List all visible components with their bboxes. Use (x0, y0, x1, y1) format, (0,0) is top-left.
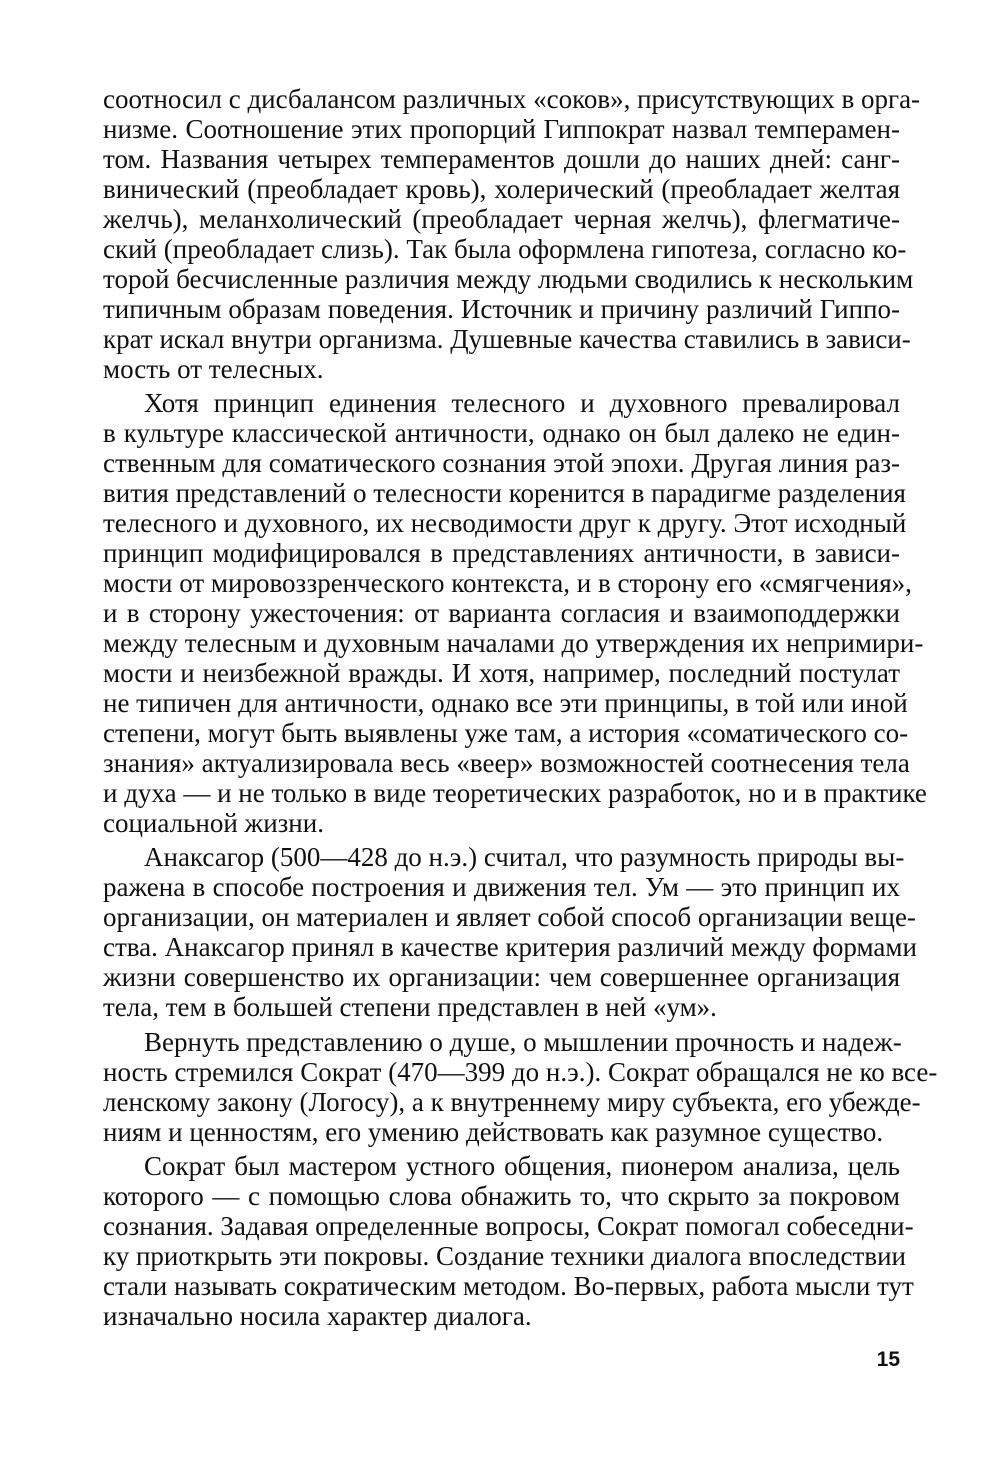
text-line: тела, тем в большей степени представлен в ней «ум». (103, 992, 717, 1023)
text-line: и духа — и не только в виде теоретических разработок, но и в практике (103, 778, 927, 809)
text-line: мости от мировоззренческого контекста, и в сторону его «смягчения», (103, 568, 912, 599)
text-line: мость от телесных. (103, 354, 324, 384)
text-line: ниям и ценностям, его умению действовать как разумное существо. (103, 1116, 884, 1147)
text-line: мости и неизбежной вражды. И хотя, например, последний постулат (103, 658, 900, 689)
text-line: принцип модифицировался в представлениях античности, в зависи- (103, 538, 900, 569)
text-line: и в сторону ужесточения: от варианта согласия и взаимоподдержки (103, 598, 900, 629)
text-line: ность стремился Сократ (470—399 до н.э.). Сократ обращался не ко все- (103, 1056, 938, 1087)
text-line: между телесным и духовным началами до утверждения их непримири- (103, 628, 924, 659)
paragraph (103, 1026, 938, 1147)
text-line: ражена в способе построения и движения тел. Ум — это принцип их (103, 872, 900, 903)
text-line: типичным образам поведения. Источник и причину различий Гиппо- (103, 294, 900, 324)
text-line: ленскому закону (Логосу), а к внутреннему миру субъекта, его убежде- (103, 1086, 921, 1117)
text-line: жизни совершенство их организации: чем совершеннее организация (103, 962, 900, 993)
text-line: не типичен для античности, однако все эти принципы, в той или иной (103, 688, 908, 719)
text-line: ский (преобладает слизь). Так была оформлена гипотеза, согласно ко- (103, 234, 907, 264)
text-line: Анаксагор (500—428 до н.э.) считал, что разумность природы вы- (144, 842, 905, 873)
text-line: знания» актуализировала весь «веер» возможностей соотнесения тела (103, 748, 910, 779)
text-line: желчь), меланхолический (преобладает черная желчь), флегматиче- (103, 204, 900, 234)
paragraph (103, 84, 921, 384)
text-line: том. Названия четырех темпераментов дошли до наших дней: санг- (103, 144, 900, 174)
text-line: ства. Анаксагор принял в качестве критерия различий между формами (103, 932, 917, 963)
text-line: в культуре классической античности, однако он был далеко не един- (103, 418, 900, 449)
text-line: Хотя принцип единения телесного и духовного превалировал (144, 388, 900, 419)
text-line: крат искал внутри организма. Душевные качества ставились в зависи- (103, 324, 911, 354)
text-line: сознания. Задавая определенные вопросы, Сократ помогал собеседни- (103, 1210, 914, 1241)
page-number: 15 (876, 1348, 900, 1371)
text-line: соотносил с дисбалансом различных «соков», присутствующих в орга- (103, 84, 921, 114)
text-line: ку приоткрыть эти покровы. Создание техники диалога впоследствии (103, 1240, 906, 1271)
text-line: винический (преобладает кровь), холерический (преобладает желтая (103, 174, 900, 204)
text-line: которого — с помощью слова обнажить то, что скрыто за покровом (103, 1180, 900, 1211)
text-line: Сократ был мастером устного общения, пионером анализа, цель (144, 1150, 900, 1181)
text-line: ственным для соматического сознания этой эпохи. Другая линия раз- (103, 448, 900, 479)
text-line: социальной жизни. (103, 808, 324, 839)
text-line: степени, могут быть выявлены уже там, а история «соматического со- (103, 718, 909, 749)
paragraph (103, 1150, 914, 1331)
text-line: изначально носила характер диалога. (103, 1300, 532, 1331)
body-text (103, 84, 938, 1335)
text-line: вития представлений о телесности коренится в парадигме разделения (103, 478, 906, 509)
text-line: торой бесчисленные различия между людьми сводились к нескольким (103, 264, 914, 294)
paragraph (103, 388, 927, 839)
text-line: Вернуть представлению о душе, о мышлении прочность и надеж- (144, 1026, 902, 1057)
text-line: низме. Соотношение этих пропорций Гиппократ назвал темперамен- (103, 114, 900, 144)
text-line: телесного и духовного, их несводимости друг к другу. Этот исходный (103, 508, 907, 539)
text-line: организации, он материален и являет собой способ организации веще- (103, 902, 916, 933)
text-line: стали называть сократическим методом. Во-первых, работа мысли тут (103, 1270, 914, 1301)
paragraph (103, 842, 917, 1023)
